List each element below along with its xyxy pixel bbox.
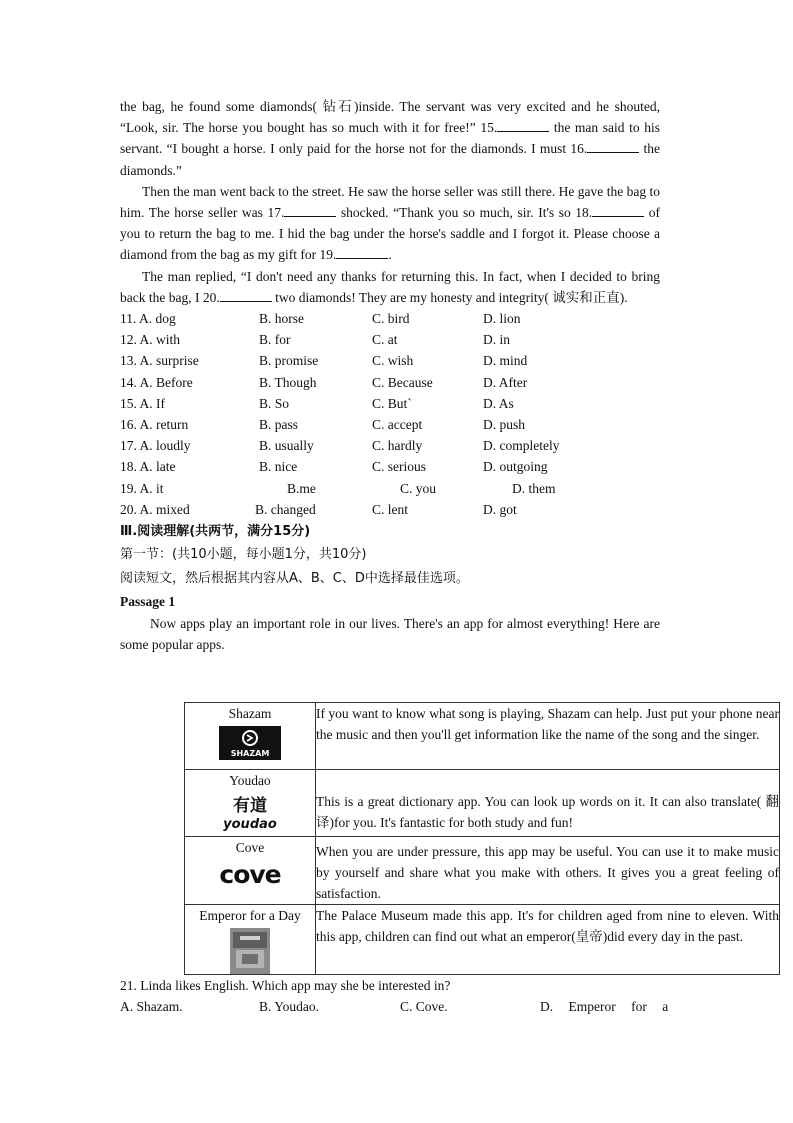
option-b: B. usually — [259, 438, 314, 454]
document-page — [120, 96, 660, 655]
story-text: The man replied, “I don't need any thanks for returning this. In fact, when I decided to bring back the bag, I 20. — [120, 268, 660, 305]
option-b: B. nice — [259, 459, 298, 475]
section-title: Ⅲ.阅读理解(共两节，满分15分) — [120, 523, 311, 539]
option-b: B. for — [259, 332, 291, 348]
app-description: The Palace Museum made this app. It's for children aged from nine to eleven. With this app, children can find out what an emperor(皇帝)did every day in the past. — [316, 905, 780, 975]
option-b: B. Though — [259, 374, 317, 390]
option-row — [120, 329, 660, 350]
youdao-logo-subtext: youdao — [223, 817, 277, 831]
blank-16 — [587, 139, 639, 154]
cove-logo-text: cove — [219, 860, 281, 888]
story-line: not for the diamonds. I must 16. — [408, 141, 588, 157]
story-text: two diamonds! They are my honesty and integrity( 诚实和正直). — [271, 289, 628, 305]
option-d: D. got — [483, 501, 517, 517]
option-c: C. at — [372, 332, 398, 348]
option-c: C. Cove. — [400, 999, 448, 1015]
apps-table — [184, 702, 780, 975]
option-c: C. wish — [372, 353, 414, 369]
question-21 — [120, 975, 720, 1017]
app-description-text: When you are under pressure, this app may be useful. You can use it to make music by yourself and share what you make with others. It gives you a great feeling of satisfaction. — [316, 844, 779, 901]
blank-15 — [497, 118, 549, 133]
passage-label: Passage 1 — [120, 593, 176, 609]
shazam-logo-text: SHAZAM — [230, 749, 270, 758]
option-b: B.me — [287, 480, 316, 496]
question-options — [120, 996, 720, 1017]
app-description-text: This is a great dictionary app. You can look up words on it. It can also translate( 翻译)for you. It's fantastic for both study and fun! — [316, 794, 779, 830]
option-row — [120, 350, 660, 371]
option-b: B. horse — [259, 311, 304, 327]
table-row — [185, 770, 780, 837]
section-part: 第一节：(共10小题，每小题1分，共10分) — [120, 546, 367, 562]
story-text: . — [388, 247, 392, 263]
option-d: D. lion — [483, 311, 521, 327]
app-name-cell — [185, 703, 316, 770]
story-paragraph-2 — [120, 181, 660, 266]
option-a: 19. A. it — [120, 480, 164, 496]
option-d: D. mind — [483, 353, 528, 369]
blank-20 — [220, 287, 272, 302]
options-list — [120, 308, 660, 520]
option-c: C. lent — [372, 501, 408, 517]
story-line: the bag, he found some diamonds( 钻石)inside. The servant was very excited and — [120, 99, 591, 114]
story-line: he shouted, “Look, sir. The horse you bought has so much with it for free!” — [120, 99, 660, 136]
option-b: B. promise — [259, 353, 319, 369]
option-d: D. completely — [483, 438, 560, 454]
question-stem: 21. Linda likes English. Which app may she be interested in? — [120, 978, 451, 993]
app-name-cell — [185, 837, 316, 905]
option-a: 16. A. return — [120, 416, 189, 432]
story-paragraph-3 — [120, 266, 660, 308]
option-a: 17. A. loudly — [120, 438, 191, 454]
option-row — [120, 308, 660, 329]
option-row — [120, 478, 660, 499]
story-line: the diamonds.” — [120, 141, 661, 178]
option-row — [120, 372, 660, 393]
app-description: If you want to know what song is playing, Shazam can help. Just put your phone near the music and then you'll get information like the name of the song and the singer. — [316, 703, 780, 770]
app-name-cell — [185, 770, 316, 837]
option-b: B. Youdao. — [259, 999, 320, 1015]
option-a: 13. A. surprise — [120, 353, 199, 369]
blank-17 — [284, 203, 336, 218]
shazam-logo-icon — [219, 726, 281, 760]
table-row — [185, 905, 780, 975]
app-name: Cove — [235, 840, 265, 855]
option-a: 18. A. late — [120, 459, 176, 475]
option-row — [120, 414, 660, 435]
blank-number: 15. — [480, 120, 498, 136]
youdao-logo-icon — [218, 793, 282, 831]
option-row — [120, 499, 660, 520]
option-a: 15. A. If — [120, 395, 165, 411]
option-c: C. bird — [372, 311, 410, 327]
option-row — [120, 435, 660, 456]
app-name-cell — [185, 905, 316, 975]
option-a: A. Shazam. — [120, 999, 183, 1015]
option-d: D. Emperor for a — [540, 999, 669, 1015]
option-b: B. So — [259, 395, 290, 411]
table-row — [185, 703, 780, 770]
option-c: C. accept — [372, 416, 423, 432]
youdao-logo-text: 有道 — [233, 796, 267, 816]
blank-18 — [592, 203, 644, 218]
option-c: C. serious — [372, 459, 426, 475]
cove-logo-icon — [213, 860, 287, 888]
option-d: D. After — [483, 374, 528, 390]
story-paragraph-1 — [120, 96, 660, 181]
option-d: D. in — [483, 332, 510, 348]
emperor-app-icon — [230, 928, 270, 974]
option-c: C. Because — [372, 374, 433, 390]
option-a: 20. A. mixed — [120, 501, 190, 517]
option-d: D. them — [512, 480, 556, 496]
option-c: C. hardly — [372, 438, 423, 454]
story-text: Then the man went back to the street. He saw the horse seller was still there. He gave the bag to him. The horse seller was 17. — [120, 183, 660, 221]
table-row — [185, 837, 780, 905]
app-name: Shazam — [228, 706, 272, 721]
app-name: Emperor for a Day — [199, 908, 301, 923]
option-b: B. pass — [259, 416, 299, 432]
option-a: 11. A. dog — [120, 311, 176, 327]
story-line: the man said to his servant. “I bought a horse. I only paid for the horse — [120, 120, 660, 157]
option-c: C. But` — [372, 395, 412, 411]
option-d: D. outgoing — [483, 459, 548, 475]
passage-intro: Now apps play an important role in our lives. There's an app for almost everything! Here are some popular apps. — [120, 615, 660, 653]
option-row — [120, 393, 660, 414]
section-instruction: 阅读短文，然后根据其内容从A、B、C、D中选择最佳选项。 — [120, 570, 469, 586]
option-a: 14. A. Before — [120, 374, 193, 390]
blank-19 — [336, 245, 388, 260]
story-text: shocked. “Thank you so much, sir. It's so 18. — [336, 205, 593, 221]
option-a: 12. A. with — [120, 332, 181, 348]
story-text: of you to return the bag to me. I hid the bag under the horse's saddle and I forgot it. Please choose a diamond from the bag as my gift for 19. — [120, 205, 661, 263]
option-b: B. changed — [255, 501, 316, 517]
option-c: C. you — [400, 480, 437, 496]
option-d: D. push — [483, 416, 526, 432]
app-description — [316, 770, 780, 837]
app-name: Youdao — [229, 773, 271, 788]
app-description — [316, 837, 780, 905]
option-row — [120, 456, 660, 477]
option-d: D. As — [483, 395, 514, 411]
